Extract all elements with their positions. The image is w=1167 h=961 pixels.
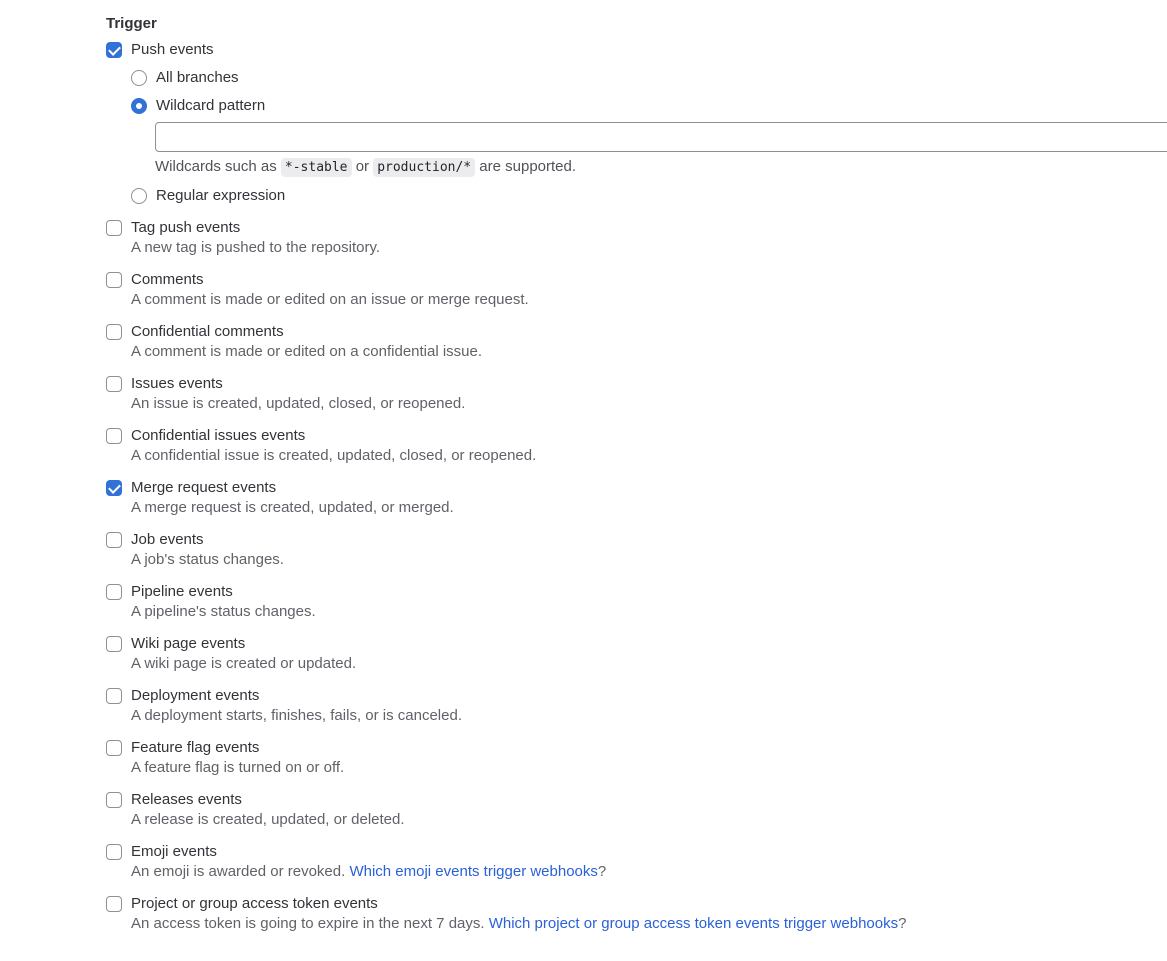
- hook-item-description: [131, 862, 1167, 882]
- push-events-label[interactable]: Push events: [131, 41, 214, 58]
- check-icon: [108, 43, 121, 56]
- merge-request-events-checkbox[interactable]: [106, 480, 122, 496]
- confidential-issues-events-checkbox[interactable]: [106, 428, 122, 444]
- hook-item-label[interactable]: Confidential issues events: [131, 427, 306, 444]
- hook-item-description: [131, 602, 1167, 622]
- hook-item-description: [131, 758, 1167, 778]
- hook-item-merge-request: [106, 478, 1167, 518]
- deployment-events-checkbox[interactable]: [106, 688, 122, 704]
- description-text: A comment is made or edited on an issue or merge request.: [131, 291, 529, 308]
- wildcard-pattern-label[interactable]: Wildcard pattern: [156, 97, 266, 114]
- all-branches-label[interactable]: All branches: [156, 69, 239, 86]
- hook-item-description: [131, 498, 1167, 518]
- wildcard-help-text: [155, 157, 1167, 178]
- hook-item-description: [131, 446, 1167, 466]
- releases-events-checkbox[interactable]: [106, 792, 122, 808]
- radio-dot-icon: [136, 103, 142, 109]
- hook-item-description: [131, 810, 1167, 830]
- description-text: A confidential issue is created, updated, closed, or reopened.: [131, 447, 537, 464]
- description-text: A wiki page is created or updated.: [131, 655, 357, 672]
- regular-expression-row: [131, 186, 1167, 206]
- hook-item-description: [131, 290, 1167, 310]
- wildcard-help-prefix: Wildcards such as: [155, 158, 277, 175]
- description-text: An access token is going to expire in the next 7 days.: [131, 915, 485, 932]
- hook-item-wiki-page: [106, 634, 1167, 674]
- hook-item-label[interactable]: Issues events: [131, 375, 223, 392]
- description-text: A pipeline's status changes.: [131, 603, 316, 620]
- emoji-events-checkbox[interactable]: [106, 844, 122, 860]
- feature-flag-events-checkbox[interactable]: [106, 740, 122, 756]
- hook-item-description: [131, 238, 1167, 258]
- pipeline-events-checkbox[interactable]: [106, 584, 122, 600]
- hook-item-label[interactable]: Pipeline events: [131, 583, 233, 600]
- wiki-page-events-checkbox[interactable]: [106, 636, 122, 652]
- all-branches-row: [131, 68, 1167, 88]
- regular-expression-radio[interactable]: [131, 188, 147, 204]
- push-branch-filter-group: [131, 68, 1167, 206]
- access-token-webhooks-help-link[interactable]: Which project or group access token events trigger webhooks: [488, 915, 899, 932]
- all-branches-radio[interactable]: [131, 70, 147, 86]
- tag-push-events-checkbox[interactable]: [106, 220, 122, 236]
- wildcard-pattern-radio[interactable]: [131, 98, 147, 114]
- hook-item-label[interactable]: Emoji events: [131, 843, 217, 860]
- push-events-checkbox[interactable]: [106, 42, 122, 58]
- hook-item-issues: [106, 374, 1167, 414]
- description-text: A job's status changes.: [131, 551, 284, 568]
- wildcard-example-code: *-stable: [281, 158, 352, 177]
- hook-item-emoji: [106, 842, 1167, 882]
- hook-item-comments: [106, 270, 1167, 310]
- hook-item-tag-push: [106, 218, 1167, 258]
- hook-item-label[interactable]: Deployment events: [131, 687, 260, 704]
- description-text: A merge request is created, updated, or merged.: [131, 499, 454, 516]
- hook-item-releases: [106, 790, 1167, 830]
- issues-events-checkbox[interactable]: [106, 376, 122, 392]
- hook-item-description: [131, 914, 1167, 934]
- hook-item-label[interactable]: Feature flag events: [131, 739, 260, 756]
- hook-item-feature-flag: [106, 738, 1167, 778]
- hook-item-label[interactable]: Wiki page events: [131, 635, 246, 652]
- hook-item-job: [106, 530, 1167, 570]
- hook-item-description: [131, 550, 1167, 570]
- hook-item-label[interactable]: Comments: [131, 271, 204, 288]
- hook-item-deployment: [106, 686, 1167, 726]
- description-text: A release is created, updated, or deleted.: [131, 811, 405, 828]
- hook-item-description: [131, 654, 1167, 674]
- hook-item-access-token: [106, 894, 1167, 934]
- wildcard-pattern-row: [131, 96, 1167, 116]
- hook-item-description: [131, 394, 1167, 414]
- emoji-webhooks-help-link[interactable]: Which emoji events trigger webhooks: [349, 863, 598, 880]
- hook-item-label[interactable]: Job events: [131, 531, 204, 548]
- push-events-item: [106, 40, 1167, 206]
- wildcard-pattern-input[interactable]: [155, 122, 1167, 152]
- wildcard-help-middle: or: [355, 158, 370, 175]
- comments-checkbox[interactable]: [106, 272, 122, 288]
- hook-item-confidential-issues: [106, 426, 1167, 466]
- hook-item-confidential-comments: [106, 322, 1167, 362]
- description-text: A deployment starts, finishes, fails, or is canceled.: [131, 707, 462, 724]
- trigger-section-title: Trigger: [106, 15, 157, 32]
- description-text: A new tag is pushed to the repository.: [131, 239, 381, 256]
- hook-item-label[interactable]: Tag push events: [131, 219, 241, 236]
- regular-expression-label[interactable]: Regular expression: [156, 187, 286, 204]
- hook-item-label[interactable]: Confidential comments: [131, 323, 284, 340]
- description-text: An issue is created, updated, closed, or reopened.: [131, 395, 466, 412]
- trigger-checkbox-list: [106, 218, 1167, 934]
- hook-item-description: [131, 342, 1167, 362]
- check-icon: [108, 481, 121, 494]
- hook-item-description: [131, 706, 1167, 726]
- hook-item-label[interactable]: Releases events: [131, 791, 242, 808]
- wildcard-help-suffix: are supported.: [479, 158, 577, 175]
- hook-item-pipeline: [106, 582, 1167, 622]
- description-text: An emoji is awarded or revoked.: [131, 863, 346, 880]
- job-events-checkbox[interactable]: [106, 532, 122, 548]
- link-suffix: ?: [898, 915, 907, 932]
- description-text: A comment is made or edited on a confidential issue.: [131, 343, 483, 360]
- confidential-comments-checkbox[interactable]: [106, 324, 122, 340]
- push-events-row: [106, 40, 1167, 60]
- hook-item-label[interactable]: Merge request events: [131, 479, 277, 496]
- link-suffix: ?: [597, 863, 607, 880]
- description-text: A feature flag is turned on or off.: [131, 759, 345, 776]
- wildcard-example-code: production/*: [373, 158, 475, 177]
- access-token-events-checkbox[interactable]: [106, 896, 122, 912]
- hook-item-label[interactable]: Project or group access token events: [131, 895, 378, 912]
